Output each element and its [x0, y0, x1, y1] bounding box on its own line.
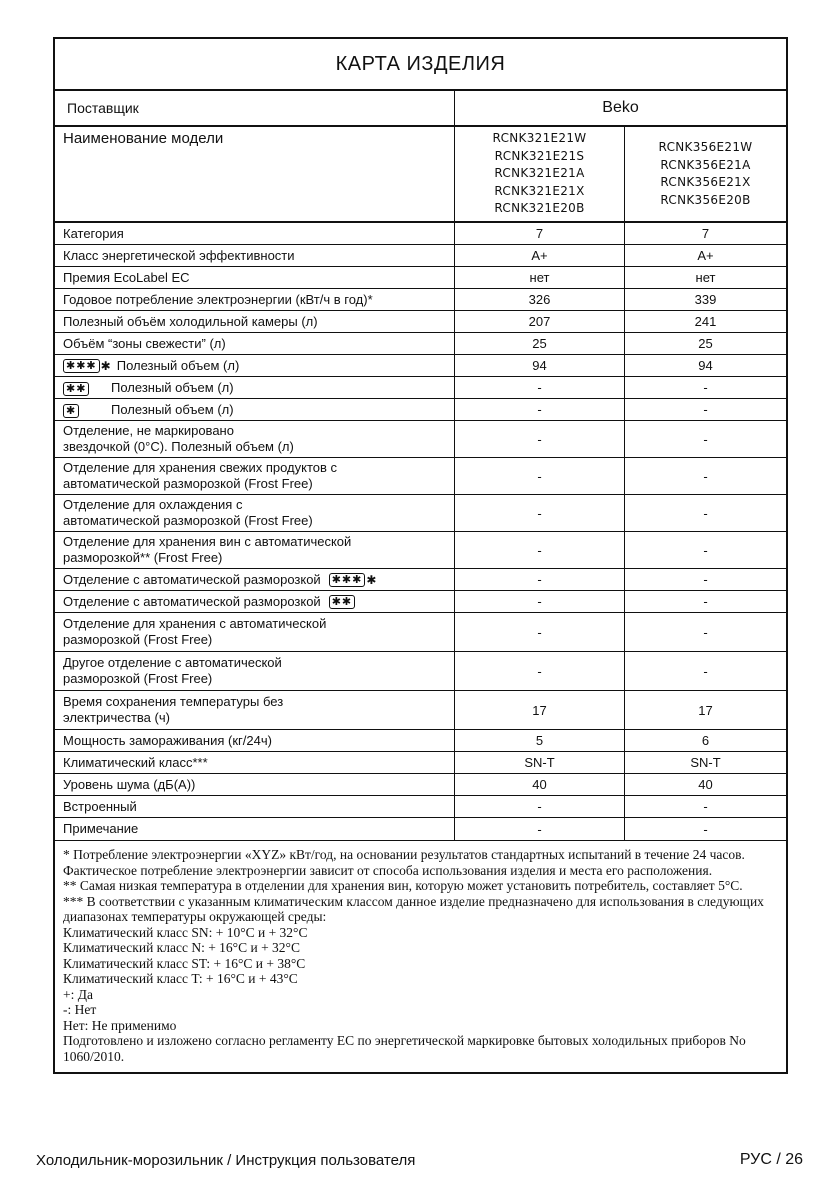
table-row: [55, 495, 786, 532]
value-col2: -: [703, 624, 708, 640]
table-row: [55, 333, 786, 355]
row-label-text: Отделение с автоматической разморозкой: [63, 571, 321, 587]
value-col2: 40: [698, 777, 713, 792]
row-label: Годовое потребление электроэнергии (кВт/ч в год)*: [55, 289, 455, 310]
star-icon: ✱: [100, 358, 111, 373]
model-row: [55, 127, 786, 223]
value-col2: 6: [701, 733, 710, 748]
value-col1: -: [455, 399, 625, 420]
footnote: ** Самая низкая температура в отделении для хранения вин, которую может установить потребитель, составляет 5°С.: [63, 878, 743, 893]
row-label: [55, 591, 455, 612]
footnote: Климатический класс ST: + 16°С и + 38°С: [63, 955, 306, 971]
footnote: Климатический класс T: + 16°С и + 43°С: [63, 971, 298, 986]
table-row: [55, 752, 786, 774]
value-col2: -: [703, 821, 708, 837]
supplier-row: [55, 91, 786, 127]
row-label: [55, 355, 455, 376]
value-col1: 207: [455, 311, 625, 332]
model-name: RCNK321E21W: [492, 131, 587, 146]
value-col2: -: [703, 468, 708, 484]
value-col1: -: [455, 532, 625, 568]
table-row: [55, 245, 786, 267]
value-col1: 5: [455, 730, 625, 751]
value-col1: -: [455, 796, 625, 817]
one-star-icon: ✱: [63, 404, 79, 418]
table-row: [55, 355, 786, 377]
row-label-text: Полезный объем (л): [111, 401, 234, 417]
value-col2: -: [703, 594, 708, 609]
footnote: Климатический класс N: + 16°С и + 32°С: [63, 940, 300, 955]
value-col2: 241: [694, 314, 717, 329]
two-star-icon: ✱✱: [329, 595, 355, 609]
model-name: RCNK356E21X: [660, 175, 751, 189]
table-row: [55, 730, 786, 752]
table-row: [55, 691, 786, 730]
row-label: Встроенный: [55, 796, 455, 817]
model-name: RCNK356E21A: [660, 157, 751, 172]
row-label-text: Полезный объем (л): [116, 357, 240, 373]
value-col1: 25: [455, 333, 625, 354]
value-col1: SN-T: [455, 752, 625, 773]
row-label: [55, 377, 455, 398]
row-label: Отделение для хранения свежих продуктов с автоматической разморозкой (Frost Free): [55, 458, 455, 494]
table-row: [55, 774, 786, 796]
row-label: Категория: [55, 223, 455, 244]
table-row: [55, 421, 786, 458]
star-box-icon: ✱✱✱: [329, 573, 366, 587]
value-col2: -: [703, 799, 708, 814]
star-icon: ✱: [366, 572, 377, 587]
row-label: Мощность замораживания (кг/24ч): [55, 730, 455, 751]
row-label: Примечание: [55, 818, 455, 840]
row-label: Отделение для охлаждения с автоматической разморозкой (Frost Free): [55, 495, 455, 531]
table-row: [55, 458, 786, 495]
value-col1: 326: [455, 289, 625, 310]
supplier-label: Поставщик: [55, 91, 455, 125]
footer-title: Холодильник-морозильник / Инструкция пользователя: [36, 1152, 416, 1169]
value-col1: 94: [455, 355, 625, 376]
value-col1: нет: [455, 267, 625, 288]
value-col1: 40: [455, 774, 625, 795]
table-row: [55, 569, 786, 591]
row-label: Отделение для хранения вин с автоматической разморозкой** (Frost Free): [55, 532, 455, 568]
table-row: [55, 652, 786, 691]
row-label: Уровень шума (дБ(А)): [55, 774, 455, 795]
row-label: Полезный объём холодильной камеры (л): [55, 311, 455, 332]
footnote: -: Нет: [63, 1002, 97, 1017]
table-row: [55, 311, 786, 333]
row-label: Другое отделение с автоматической разморозкой (Frost Free): [55, 652, 455, 690]
row-label: Отделение, не маркировано звездочкой (0°C). Полезный объем (л): [55, 421, 455, 457]
row-label: [55, 399, 455, 420]
value-col1: A+: [455, 245, 625, 266]
value-col1: -: [455, 591, 625, 612]
model-name: RCNK321E21X: [494, 183, 585, 198]
page-number: РУС / 26: [739, 1151, 803, 1168]
table-row: [55, 377, 786, 399]
value-col1: -: [455, 569, 625, 590]
value-col2: -: [703, 431, 708, 447]
two-star-icon: ✱✱: [63, 382, 89, 396]
value-col2: A+: [697, 248, 714, 263]
value-col1: -: [455, 652, 625, 690]
footnote: Подготовлено и изложено согласно регламенту ЕС по энергетической маркировке бытовых холодильных приборов No 1060/2010.: [63, 1033, 746, 1064]
four-star-icon: [329, 572, 377, 588]
table-row: [55, 796, 786, 818]
row-label: Время сохранения температуры без электричества (ч): [55, 691, 455, 729]
four-star-icon: [63, 358, 111, 374]
footnote: * Потребление электроэнергии «XYZ» кВт/год, на основании результатов стандартных испытаний в течение 24 часов. Фактическое потребление электроэнергии зависит от способа использования изделия и места его расположения.: [63, 847, 745, 878]
value-col1: -: [455, 613, 625, 651]
value-col1: -: [455, 818, 625, 840]
value-col2: 339: [694, 292, 717, 307]
table-row: [55, 289, 786, 311]
star-box-icon: ✱✱✱: [63, 359, 100, 373]
value-col2: SN-T: [690, 755, 721, 770]
value-col1: 17: [455, 691, 625, 729]
product-card: [53, 37, 788, 1074]
value-col1: -: [455, 458, 625, 494]
value-col2: -: [703, 663, 708, 679]
value-col2: 94: [698, 358, 713, 373]
card-title: КАРТА ИЗДЕЛИЯ: [55, 39, 786, 91]
footnotes: [55, 840, 786, 1072]
supplier-value: Beko: [602, 99, 639, 116]
value-col2: -: [703, 542, 708, 558]
model-label: Наименование модели: [55, 127, 455, 221]
value-col2: 7: [701, 226, 710, 241]
row-label: [55, 569, 455, 590]
table-row: [55, 818, 786, 840]
value-col2: -: [703, 402, 708, 417]
footnote: *** В соответствии с указанным климатическим классом данное изделие предназначено для использования в следующих диапазонах температуры окружающей среды:: [63, 893, 764, 924]
value-col1: -: [455, 421, 625, 457]
model-list-1: [455, 127, 625, 221]
model-name: RCNK321E20B: [494, 201, 585, 216]
table-row: [55, 613, 786, 652]
row-label: Объём “зоны свежести” (л): [55, 333, 455, 354]
row-label: Премия EcoLabel ЕС: [55, 267, 455, 288]
model-name: RCNK356E21W: [658, 140, 753, 154]
value-col2: -: [703, 380, 708, 395]
row-label-text: Полезный объем (л): [111, 379, 234, 395]
value-col2: -: [703, 505, 708, 521]
table-row: [55, 591, 786, 613]
table-row: [55, 399, 786, 421]
footnote: +: Да: [63, 986, 93, 1002]
row-label: Класс энергетической эффективности: [55, 245, 455, 266]
value-col2: -: [703, 572, 708, 587]
table-row: [55, 532, 786, 569]
model-list-2: [625, 127, 786, 221]
row-label-text: Отделение с автоматической разморозкой: [63, 593, 321, 609]
footnote: Климатический класс SN: + 10°С и + 32°С: [63, 924, 308, 940]
row-label: Климатический класс***: [55, 752, 455, 773]
value-col1: -: [455, 377, 625, 398]
footnote: Нет: Не применимо: [63, 1017, 177, 1033]
table-row: [55, 223, 786, 245]
value-col2: нет: [695, 270, 716, 285]
value-col2: 25: [698, 336, 713, 351]
table-row: [55, 267, 786, 289]
value-col1: -: [455, 495, 625, 531]
value-col1: 7: [455, 223, 625, 244]
model-name: RCNK356E20B: [660, 192, 751, 207]
value-col2: 17: [698, 702, 713, 718]
model-name: RCNK321E21S: [494, 148, 585, 163]
row-label: Отделение для хранения с автоматической разморозкой (Frost Free): [55, 613, 455, 651]
model-name: RCNK321E21A: [494, 166, 585, 181]
